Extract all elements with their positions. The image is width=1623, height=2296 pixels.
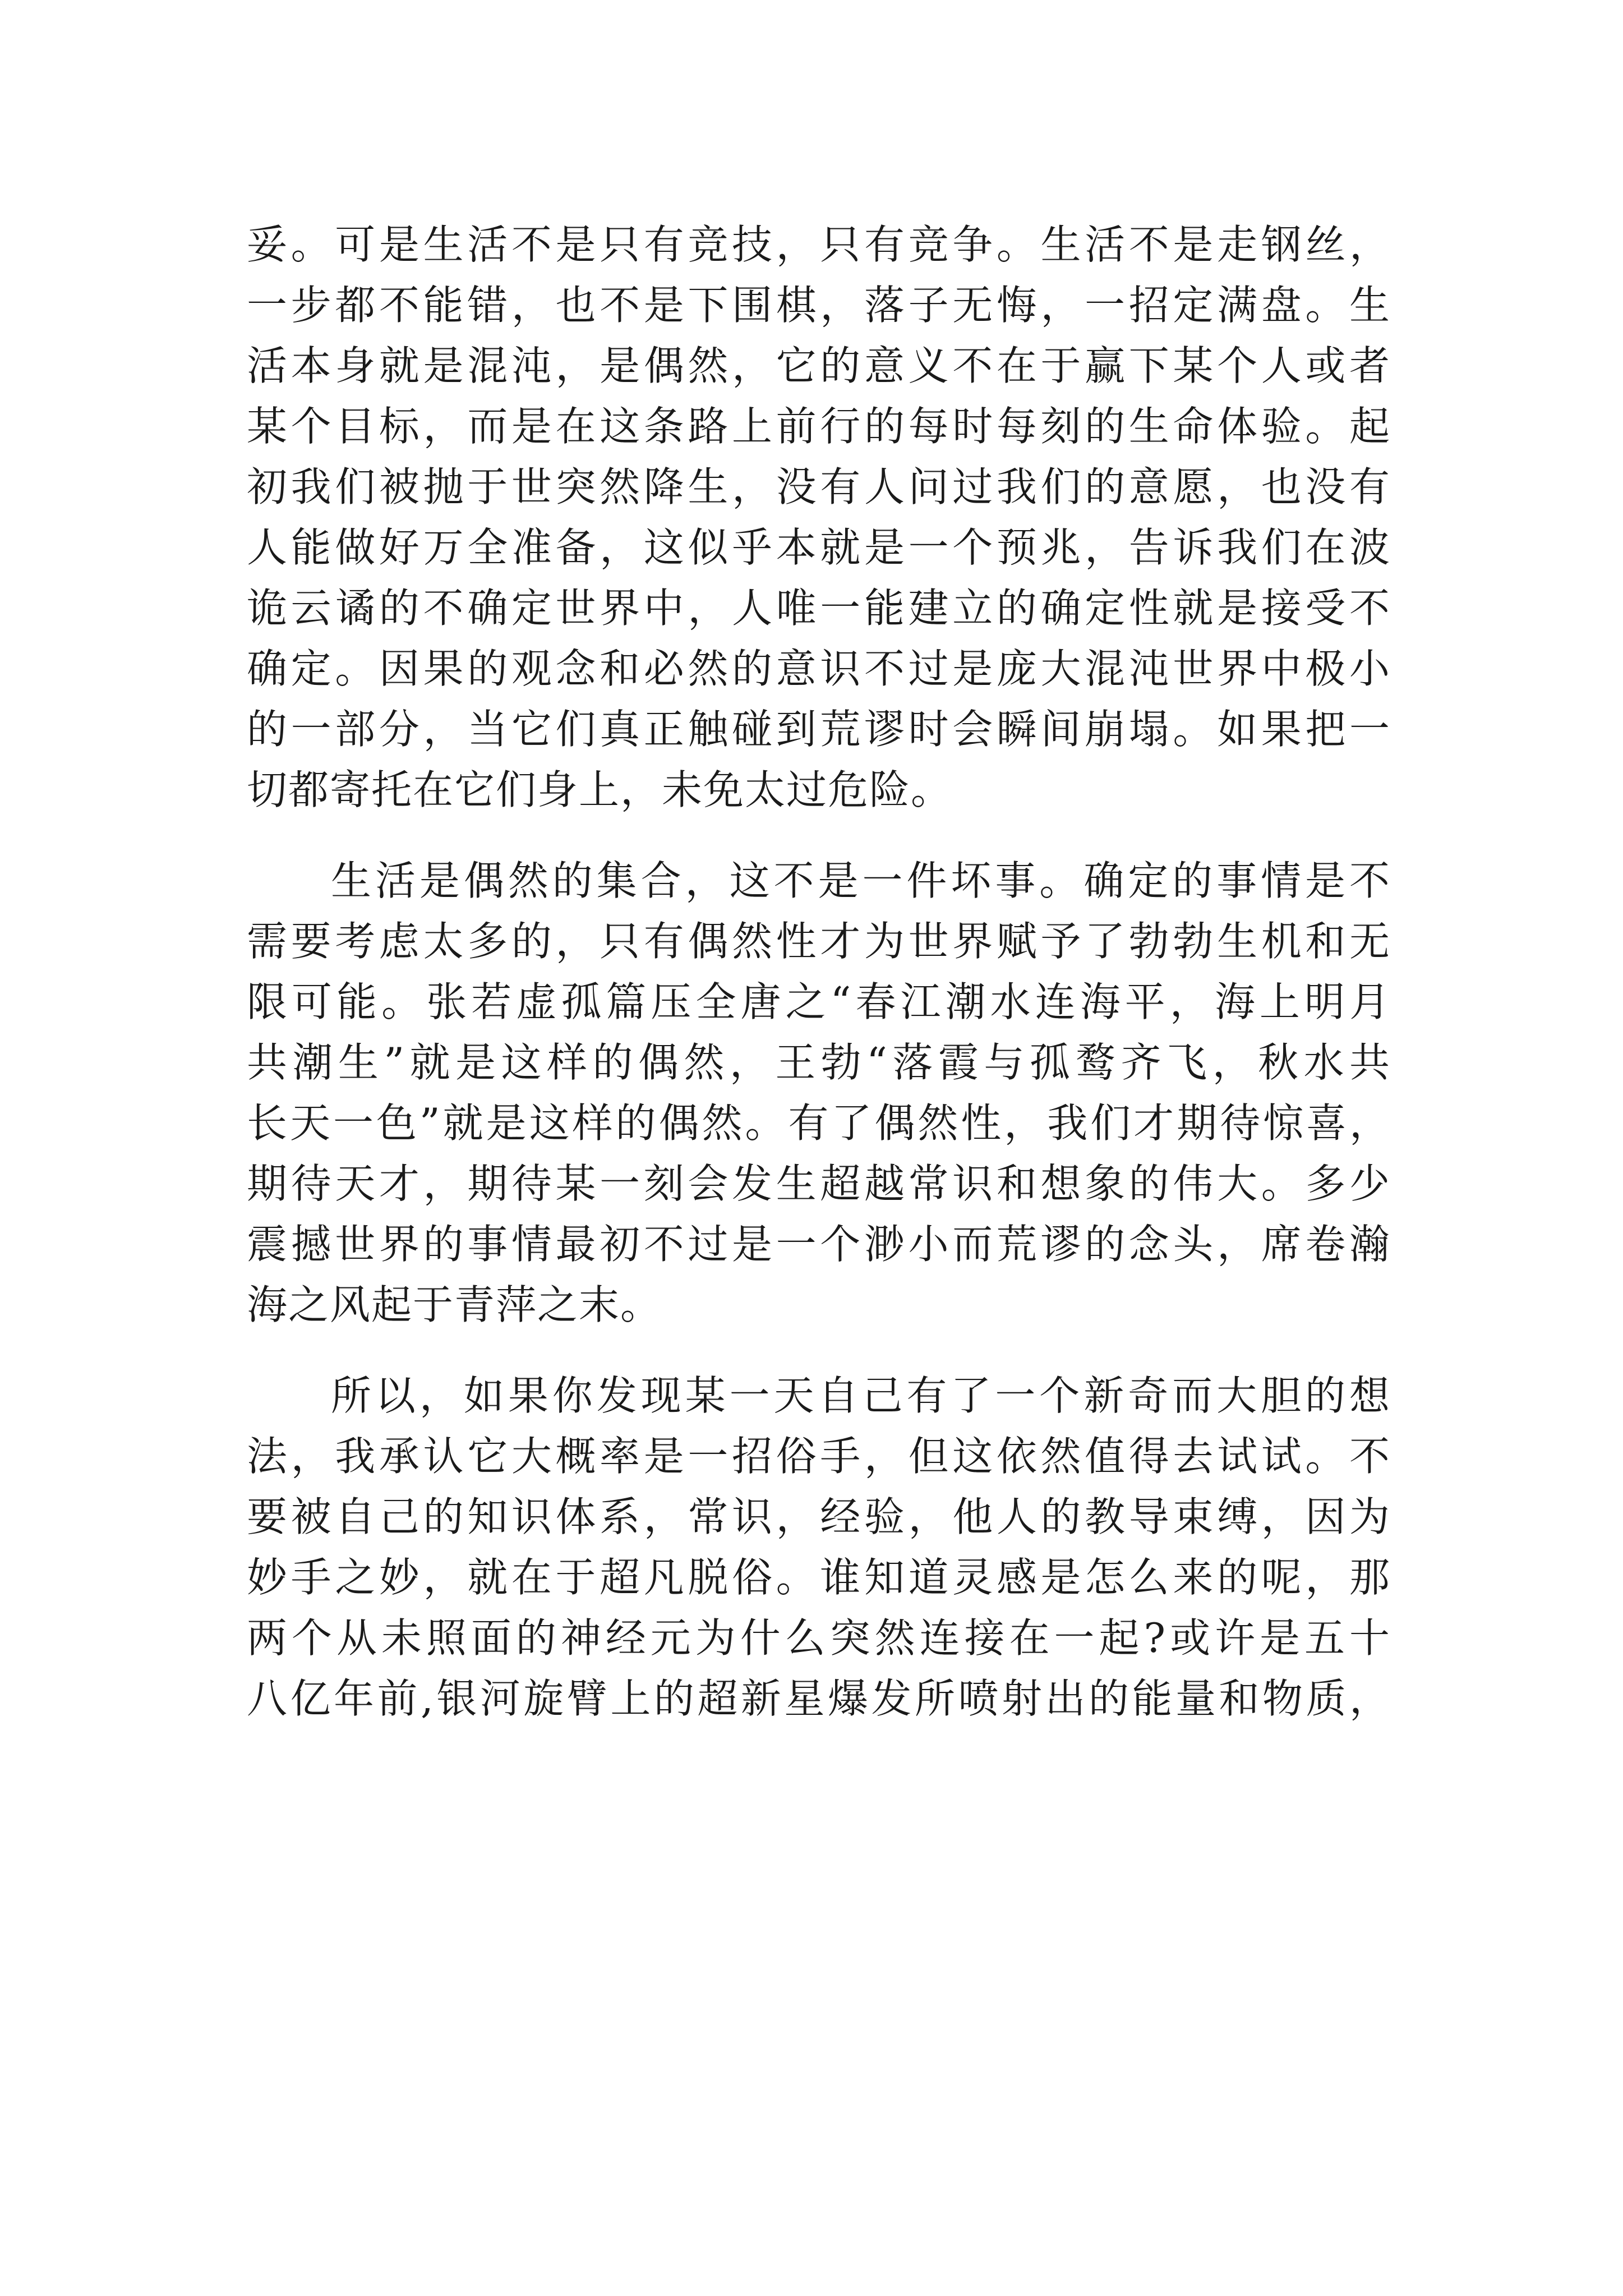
text-line: 所以，如果你发现某一天自己有了一个新奇而大胆的想 [331, 1372, 1391, 1419]
text-line: 确定。因果的观念和必然的意识不过是庞大混沌世界中极小 [247, 645, 1391, 692]
text-line: 长天一色”就是这样的偶然。有了偶然性，我们才期待惊喜， [247, 1099, 1391, 1147]
text-line: 初我们被抛于世突然降生，没有人问过我们的意愿，也没有 [247, 463, 1391, 510]
text-line: 人能做好万全准备，这似乎本就是一个预兆，告诉我们在波 [247, 524, 1391, 571]
text-line: 一步都不能错，也不是下围棋，落子无悔，一招定满盘。生 [247, 282, 1391, 329]
paragraph-1 [247, 214, 1391, 820]
text-line: 的一部分，当它们真正触碰到荒谬时会瞬间崩塌。如果把一 [247, 706, 1391, 753]
text-line: 妥。可是生活不是只有竞技，只有竞争。生活不是走钢丝， [247, 221, 1391, 268]
paragraph-3 [247, 1365, 1391, 1729]
text-line: 要被自己的知识体系，常识，经验，他人的教导束缚，因为 [247, 1493, 1391, 1540]
text-line: 震撼世界的事情最初不过是一个渺小而荒谬的念头，席卷瀚 [247, 1221, 1391, 1268]
document-body [247, 214, 1391, 1729]
text-line: 诡云谲的不确定世界中，人唯一能建立的确定性就是接受不 [247, 585, 1391, 632]
text-line: 两个从未照面的神经元为什么突然连接在一起?或许是五十 [247, 1614, 1391, 1662]
text-line: 八亿年前,银河旋臂上的超新星爆发所喷射出的能量和物质， [247, 1675, 1391, 1722]
text-line: 妙手之妙，就在于超凡脱俗。谁知道灵感是怎么来的呢，那 [247, 1554, 1391, 1601]
text-line: 共潮生”就是这样的偶然，王勃“落霞与孤鹜齐飞，秋水共 [247, 1039, 1391, 1086]
paragraph-2 [247, 850, 1391, 1335]
text-line: 海之风起于青萍之末。 [247, 1281, 662, 1328]
text-line: 期待天才，期待某一刻会发生超越常识和想象的伟大。多少 [247, 1160, 1391, 1207]
text-line: 活本身就是混沌，是偶然，它的意义不在于赢下某个人或者 [247, 342, 1391, 389]
paragraph-spacer [247, 820, 1391, 850]
text-line: 限可能。张若虚孤篇压全唐之“春江潮水连海平，海上明月 [247, 978, 1391, 1025]
text-line: 需要考虑太多的，只有偶然性才为世界赋予了勃勃生机和无 [247, 918, 1391, 965]
text-line: 某个目标，而是在这条路上前行的每时每刻的生命体验。起 [247, 403, 1391, 450]
paragraph-spacer [247, 1335, 1391, 1365]
text-line: 法，我承认它大概率是一招俗手，但这依然值得去试试。不 [247, 1433, 1391, 1480]
text-line: 生活是偶然的集合，这不是一件坏事。确定的事情是不 [331, 857, 1391, 904]
text-line: 切都寄托在它们身上，未免太过危险。 [247, 766, 953, 813]
